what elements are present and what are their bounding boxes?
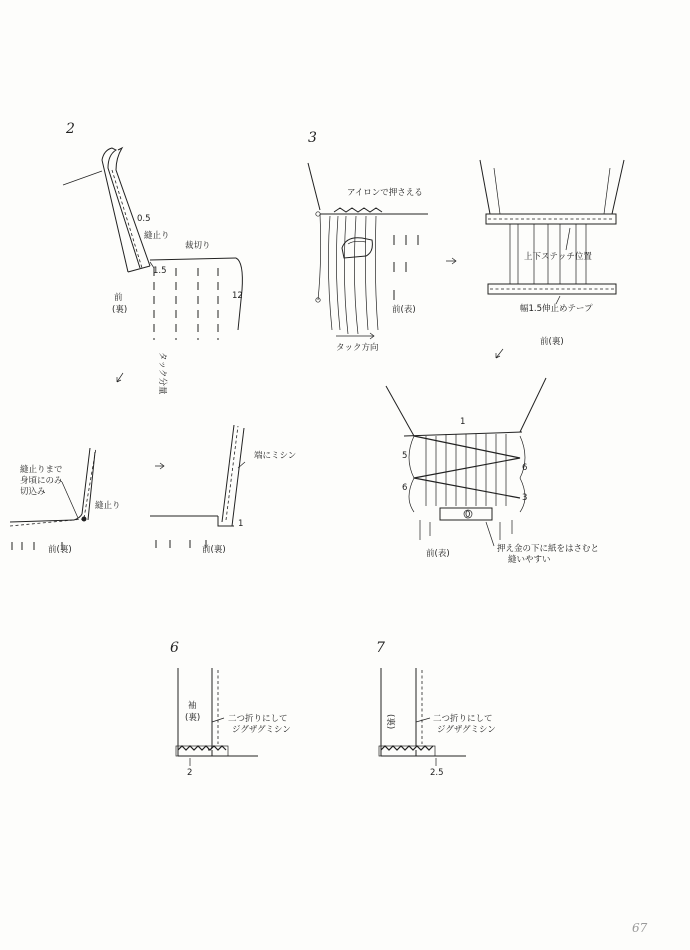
label-notch-note — [20, 464, 65, 497]
label-left-5: 5 — [402, 451, 408, 461]
label-presser-note — [497, 543, 602, 565]
label-width-2: 2 — [187, 768, 193, 778]
label-front-wrong-2: (裏) — [112, 305, 128, 315]
arrow-down-left-2 — [496, 349, 503, 358]
step-6-number: 6 — [170, 640, 179, 656]
label-zigzag-note-7 — [433, 713, 496, 735]
step-3-diagram-c — [386, 378, 546, 546]
step-7-number: 7 — [376, 640, 385, 656]
label-zigzag-note-6 — [228, 713, 291, 735]
label-width: 12 — [232, 291, 243, 301]
sleeve-wrong-1: 袖 — [188, 701, 197, 711]
page-number: 67 — [632, 921, 648, 935]
label-front-wrong-1: 前 — [114, 293, 123, 303]
presser-note-2: 縫いやすい — [508, 555, 551, 565]
arrow-down-left-1 — [117, 373, 123, 382]
label-wrong-7: (裏) — [385, 714, 395, 730]
label-stop-point-b: 縫止り — [95, 501, 121, 511]
sleeve-wrong-2: (裏) — [185, 713, 201, 723]
step-3-diagram-b — [480, 160, 624, 304]
label-front-wrong-3b: 前(裏) — [540, 337, 564, 347]
zigzag-note-7-1: 二つ折りにして — [433, 714, 493, 724]
tuck-lines — [154, 268, 218, 340]
label-right-6: 6 — [522, 463, 528, 473]
label-front-wrong-3a: 前(表) — [392, 305, 416, 315]
notch-note-2: 身頃にのみ — [20, 476, 63, 486]
notch-note-1: 縫止りまで — [20, 465, 63, 475]
label-stitch-position: 上下ステッチ位置 — [524, 252, 592, 262]
zigzag-note-6-1: 二つ折りにして — [228, 714, 288, 724]
label-stop-point: 縫止り — [144, 231, 170, 241]
label-tuck-amount — [157, 352, 168, 395]
zigzag-note-6-2: ジグザグミシン — [232, 725, 291, 735]
label-front-wrong-b: 前(裏) — [48, 545, 72, 555]
step-3-number: 3 — [308, 130, 317, 146]
label-tuck-direction: タック方向 — [336, 343, 379, 353]
arrow-right-1 — [155, 463, 164, 469]
label-edge-stitch: 端にミシン — [254, 451, 297, 461]
label-presser-zero: 0 — [465, 510, 471, 520]
step-2-number: 2 — [66, 121, 75, 137]
label-cut: 裁切り — [185, 241, 211, 251]
arrow-right-2 — [446, 258, 456, 264]
label-front-right: 前(表) — [426, 549, 450, 559]
label-left-6: 6 — [402, 483, 408, 493]
step-2-diagram-a — [63, 148, 242, 340]
label-right-3: 3 — [522, 493, 528, 503]
notch-note-3: 切込み — [20, 487, 46, 497]
label-depth: 1.5 — [153, 266, 167, 276]
label-top-1: 1 — [460, 417, 466, 427]
label-tuck-amount-text: タック分量 — [157, 352, 167, 395]
label-width-2-5: 2.5 — [430, 768, 444, 778]
zigzag-note-7-2: ジグザグミシン — [437, 725, 496, 735]
label-front-wrong — [112, 292, 127, 315]
label-iron-press: アイロンで押さえる — [347, 188, 423, 198]
label-edge-width: 1 — [238, 519, 244, 529]
label-seam-allowance: 0.5 — [137, 214, 151, 224]
label-front-wrong-c: 前(裏) — [202, 545, 226, 555]
step-2-diagram-c — [150, 425, 245, 548]
label-tape: 幅1.5伸止めテープ — [520, 304, 593, 314]
label-sleeve-wrong — [185, 700, 200, 723]
presser-note-1: 押え金の下に紙をはさむと — [497, 544, 600, 554]
step-2-diagram-b — [10, 448, 96, 550]
